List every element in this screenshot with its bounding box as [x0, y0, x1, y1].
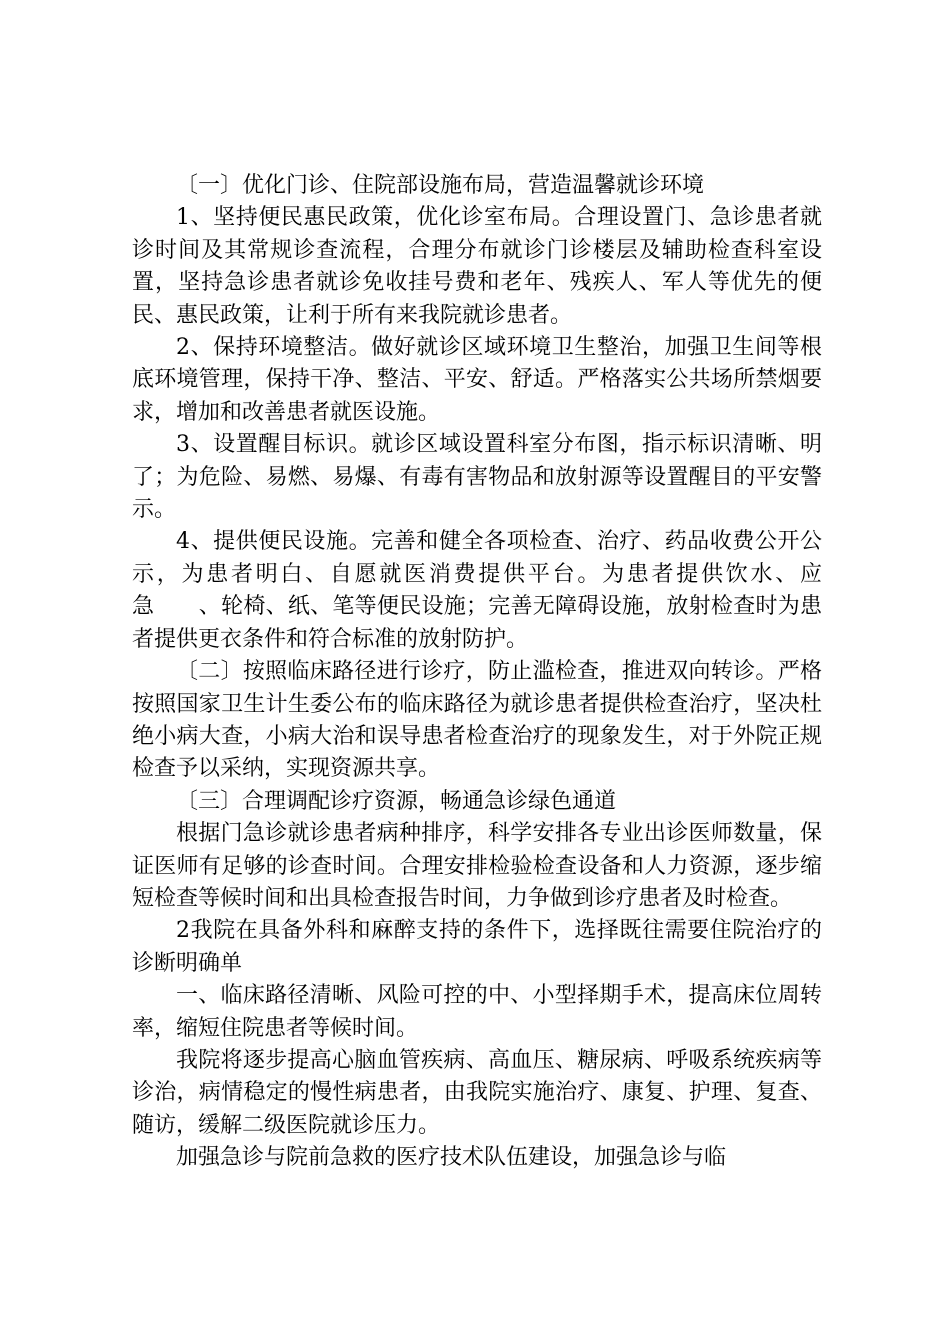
- section-heading-3: 〔三〕合理调配诊疗资源，畅通急诊绿色通道: [176, 788, 617, 814]
- paragraph: 4、提供便民设施。完善和健全各项检查、治疗、药品收费公开公示，为患者明白、自愿就医消费提供平台。为患者提供饮水、应急 、轮椅、纸、笔等便民设施；完善无障碍设施，放射检查时为患者提供更衣条件和符合标准的放射防护。: [132, 529, 822, 652]
- paragraph: 加强急诊与院前急救的医疗技术队伍建设，加强急诊与临: [176, 1145, 727, 1171]
- paragraph: 1、坚持便民惠民政策，优化诊室布局。合理设置门、急诊患者就诊时间及其常规诊查流程，合理分布就诊门诊楼层及辅助检查科室设置，坚持急诊患者就诊免收挂号费和老年、残疾人、军人等优先的便民、惠民政策，让利于所有来我院就诊患者。: [132, 205, 822, 328]
- section-heading-2: 〔二〕按照临床路径进行诊疗，防止滥检查，推进双向转诊。严格按照国家卫生计生委公布的临床路径为就诊患者提供检查治疗，坚决杜绝小病大查，小病大治和误导患者检查治疗的现象发生，对于外院正规检查予以采纳，实现资源共享。: [132, 659, 822, 782]
- paragraph: 一、临床路径清晰、风险可控的中、小型择期手术，提高床位周转率，缩短住院患者等候时间。: [132, 983, 822, 1041]
- paragraph: 2我院在具备外科和麻醉支持的条件下，选择既往需要住院治疗的诊断明确单: [132, 918, 822, 976]
- section-heading-1: 〔一〕优化门诊、住院部设施布局，营造温馨就诊环境: [176, 173, 705, 198]
- paragraph: 我院将逐步提高心脑血管疾病、高血压、糖尿病、呼吸系统疾病等诊治，病情稳定的慢性病患者，由我院实施治疗、康复、护理、复查、随访，缓解二级医院就诊压力。: [132, 1047, 822, 1138]
- document-body: [132, 170, 822, 1175]
- paragraph: 2、保持环境整洁。做好就诊区域环境卫生整治，加强卫生间等根底环境管理，保持干净、整洁、平安、舒适。严格落实公共场所禁烟要求，增加和改善患者就医设施。: [132, 335, 822, 425]
- paragraph: 3、设置醒目标识。就诊区域设置科室分布图，指示标识清晰、明了；为危险、易燃、易爆、有毒有害物品和放射源等设置醒目的平安警示。: [132, 432, 822, 523]
- paragraph: 根据门急诊就诊患者病种排序，科学安排各专业出诊医师数量，保证医师有足够的诊查时间。合理安排检验检查设备和人力资源，逐步缩短检查等候时间和出具检查报告时间，力争做到诊疗患者及时检查。: [132, 821, 822, 911]
